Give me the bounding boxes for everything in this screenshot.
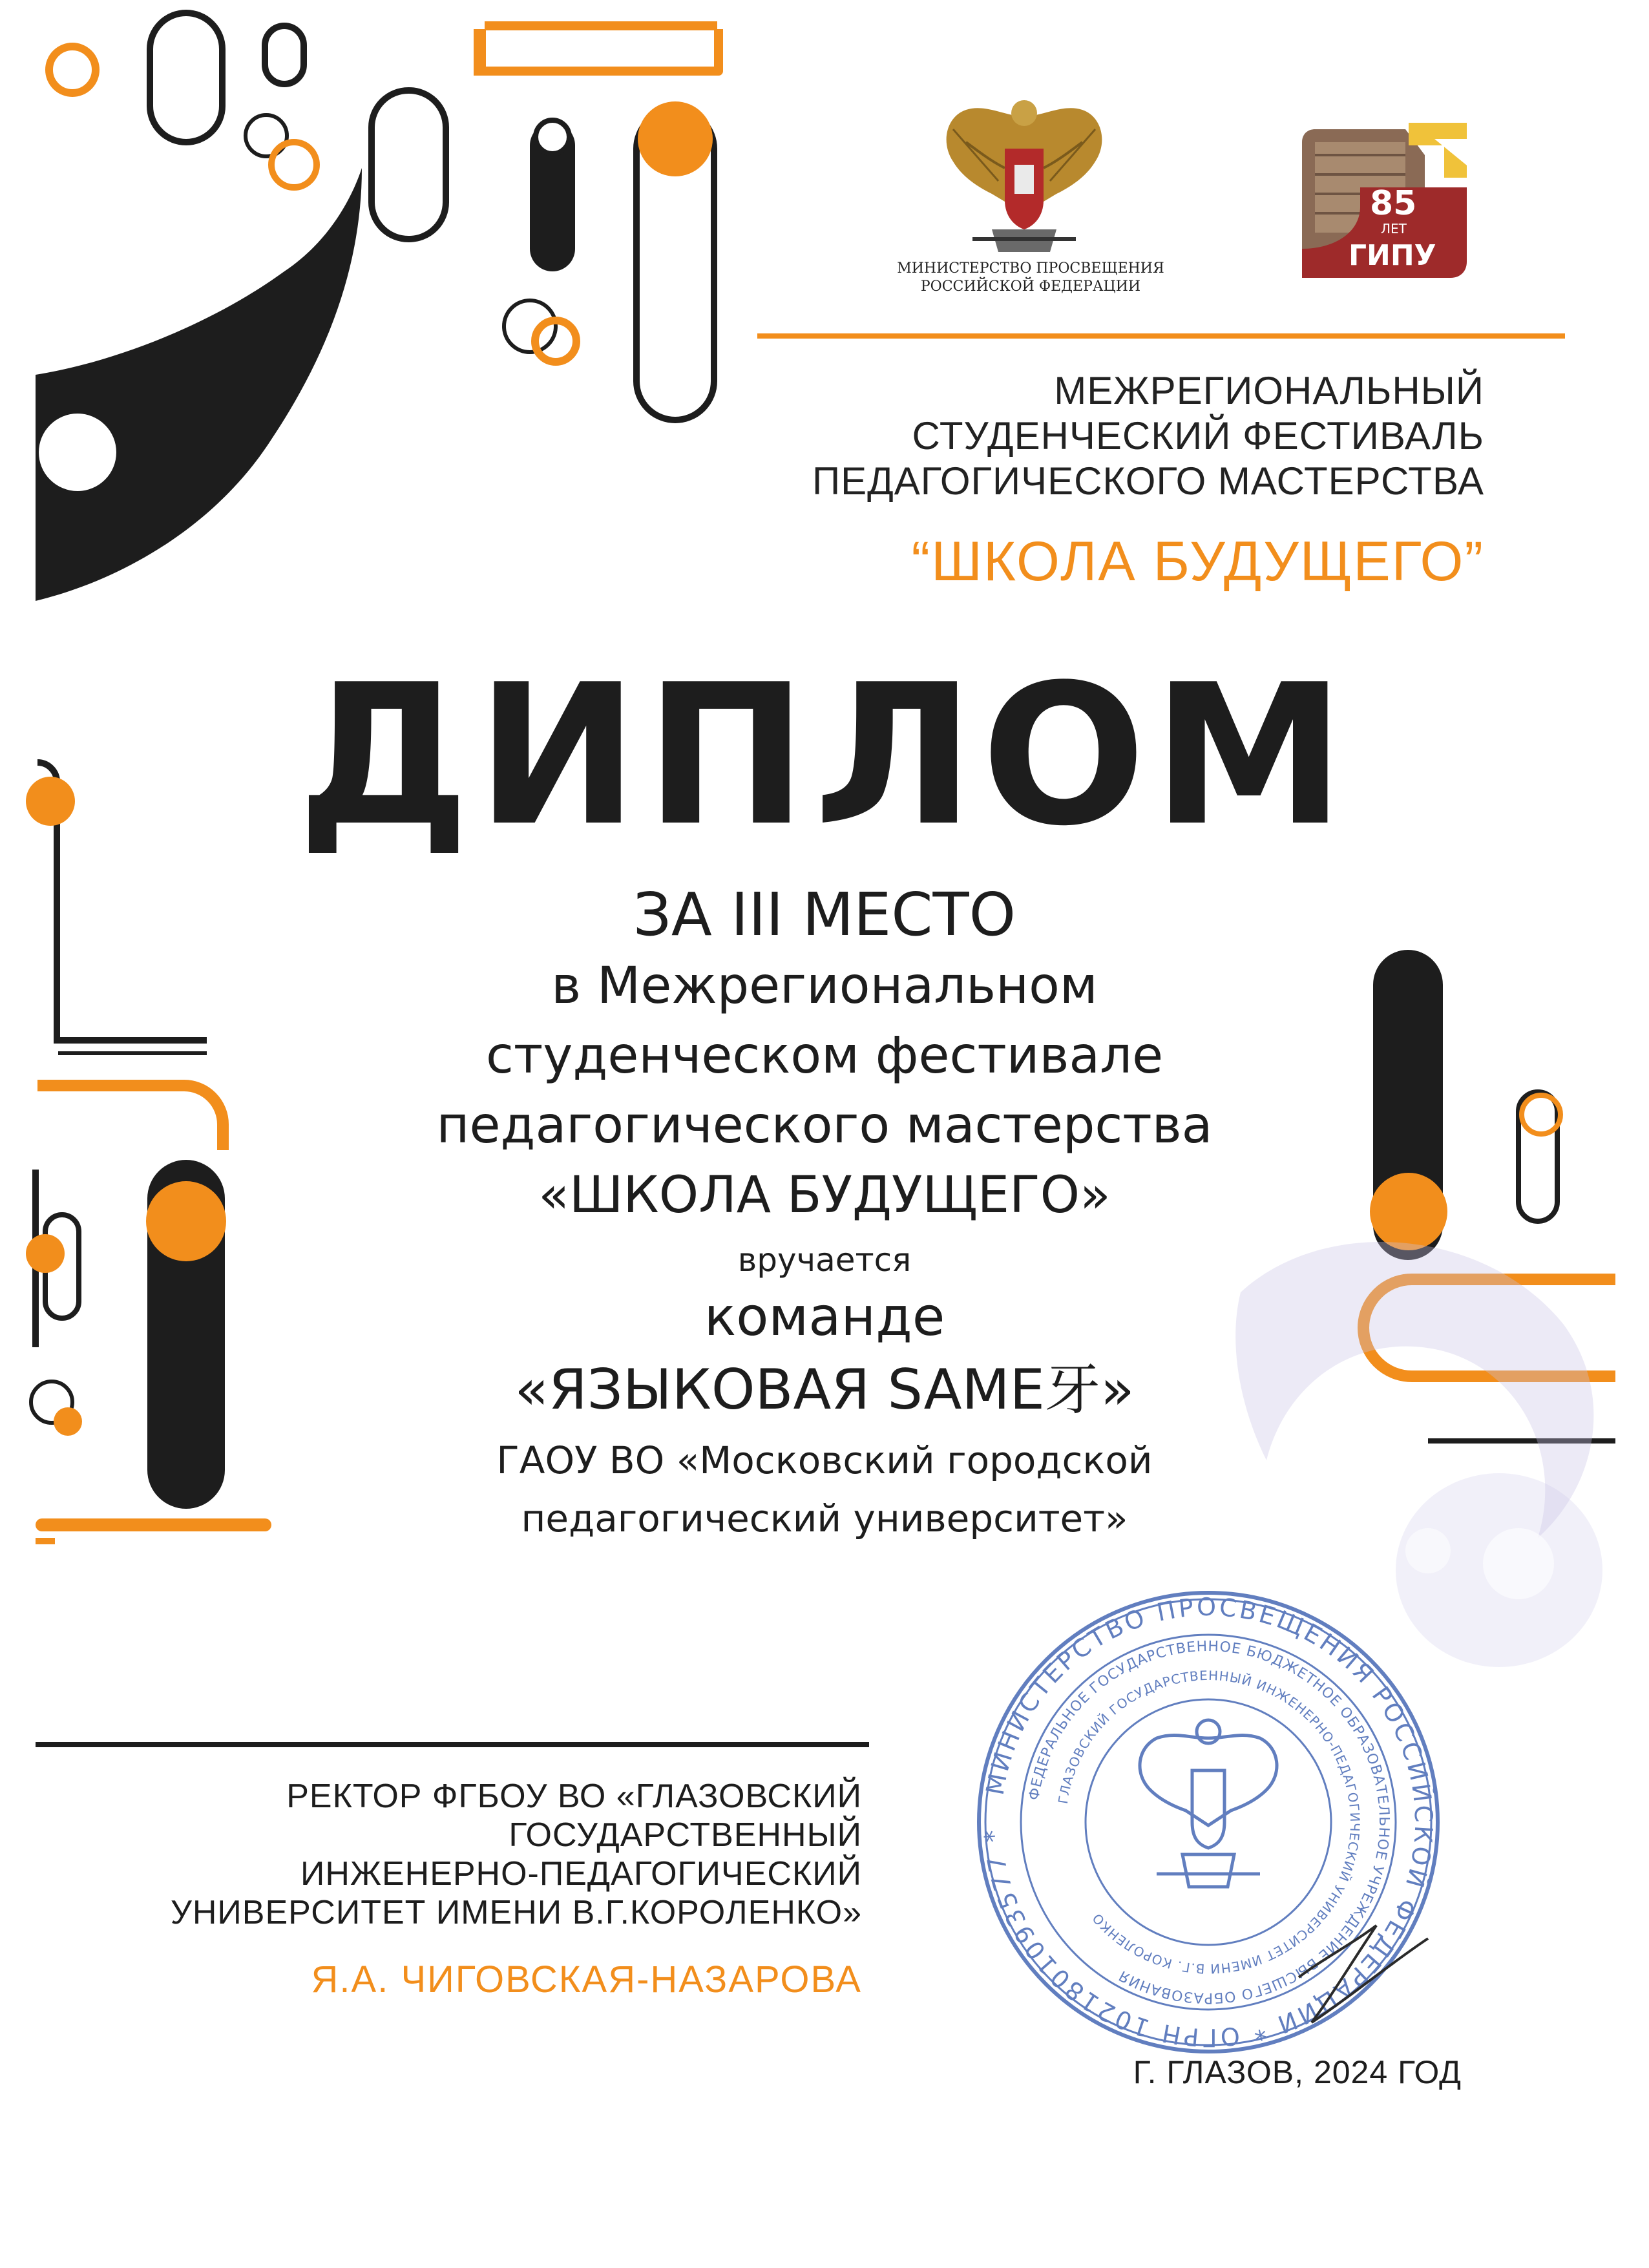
deco-pill: [372, 90, 446, 239]
rector-line-2: ГОСУДАРСТВЕННЫЙ: [509, 1816, 862, 1854]
diploma-line-4: «ШКОЛА БУДУЩЕГО»: [538, 1166, 1111, 1224]
official-stamp: [963, 1577, 1454, 2068]
stamp-inner-text: ГЛАЗОВСКИЙ ГОСУДАРСТВЕННЫЙ ИНЖЕНЕРНО-ПЕДАГОГИЧЕСКИЙ УНИВЕРСИТЕТ ИМЕНИ В.Г. КОРОЛЕНКО: [1055, 1667, 1363, 1977]
deco-ring: [49, 47, 96, 93]
ministry-emblem: [927, 90, 1121, 265]
diploma-line-3: педагогического мастерства: [436, 1097, 1213, 1155]
diploma-body: [0, 879, 1649, 1544]
signature-divider: [36, 1742, 869, 1747]
rector-line-4: УНИВЕРСИТЕТ ИМЕНИ В.Г.КОРОЛЕНКО»: [170, 1894, 862, 1931]
header-divider: [757, 333, 1565, 339]
city-year: Г. ГЛАЗОВ, 2024 ГОД: [1133, 2054, 1462, 2090]
festival-line-2: СТУДЕНЧЕСКИЙ ФЕСТИВАЛЬ: [912, 414, 1484, 457]
diploma-line-2: студенческом фестивале: [485, 1027, 1164, 1085]
deco-pill: [150, 13, 222, 142]
stamp-middle-text: ФЕДЕРАЛЬНОЕ ГОСУДАРСТВЕННОЕ БЮДЖЕТНОЕ ОБРАЗОВАТЕЛЬНОЕ УЧРЕЖДЕНИЕ ВЫСШЕГО ОБРАЗОВАНИЯ: [1026, 1638, 1392, 2006]
logo-years-label: ЛЕТ: [1381, 221, 1407, 236]
ministry-line-1: МИНИСТЕРСТВО ПРОСВЕЩЕНИЯ: [897, 260, 1164, 277]
deco-dot: [536, 120, 569, 154]
rector-title: [171, 1777, 862, 1932]
festival-name: [812, 368, 1484, 504]
logo-abbr: ГИПУ: [1349, 239, 1436, 272]
logo-years: 85: [1370, 184, 1417, 223]
festival-line-3: ПЕДАГОГИЧЕСКОГО МАСТЕРСТВА: [812, 459, 1484, 503]
diploma-line-1: в Межрегиональном: [551, 957, 1098, 1015]
rector-line-1: РЕКТОР ФГБОУ ВО «ГЛАЗОВСКИЙ: [286, 1778, 862, 1815]
rector-line-3: ИНЖЕНЕРНО-ПЕДАГОГИЧЕСКИЙ: [300, 1855, 862, 1893]
deco-dot: [39, 414, 116, 491]
ministry-name: [885, 260, 1176, 296]
deco-pill: [265, 26, 304, 84]
diploma-title: ДИПЛОМ: [297, 643, 1352, 868]
deco-ring: [271, 142, 317, 187]
university-logo: [1296, 116, 1480, 284]
festival-school-name: “ШКОЛА БУДУЩЕГО”: [911, 530, 1484, 593]
deco-dot: [638, 101, 713, 176]
team-name: «ЯЗЫКОВАЯ SAME牙»: [514, 1358, 1135, 1422]
festival-line-1: МЕЖРЕГИОНАЛЬНЫЙ: [1054, 369, 1484, 412]
stamp-eagle-icon: [1140, 1720, 1277, 1887]
deco-swoosh: [36, 168, 362, 601]
deco-hook: [481, 29, 719, 71]
university-line-1: ГАОУ ВО «Московский городской: [496, 1438, 1153, 1482]
ministry-line-2: РОССИЙСКОЙ ФЕДЕРАЦИИ: [920, 278, 1141, 295]
deco-ring: [504, 300, 556, 352]
diploma-place: ЗА III МЕСТО: [633, 880, 1016, 949]
diploma-awarded: вручается: [737, 1241, 912, 1279]
rector-name: Я.А. ЧИГОВСКАЯ-НАЗАРОВА: [311, 1958, 862, 2000]
university-line-2: педагогический университет»: [521, 1496, 1128, 1540]
stamp-outer-text: МИНИСТЕРСТВО ПРОСВЕЩЕНИЯ РОССИЙСКОЙ ФЕДЕРАЦИИ * ОГРН 1021801093577 *: [978, 1592, 1438, 2052]
deco-arch: [478, 26, 717, 71]
diploma-komande: команде: [704, 1286, 945, 1348]
